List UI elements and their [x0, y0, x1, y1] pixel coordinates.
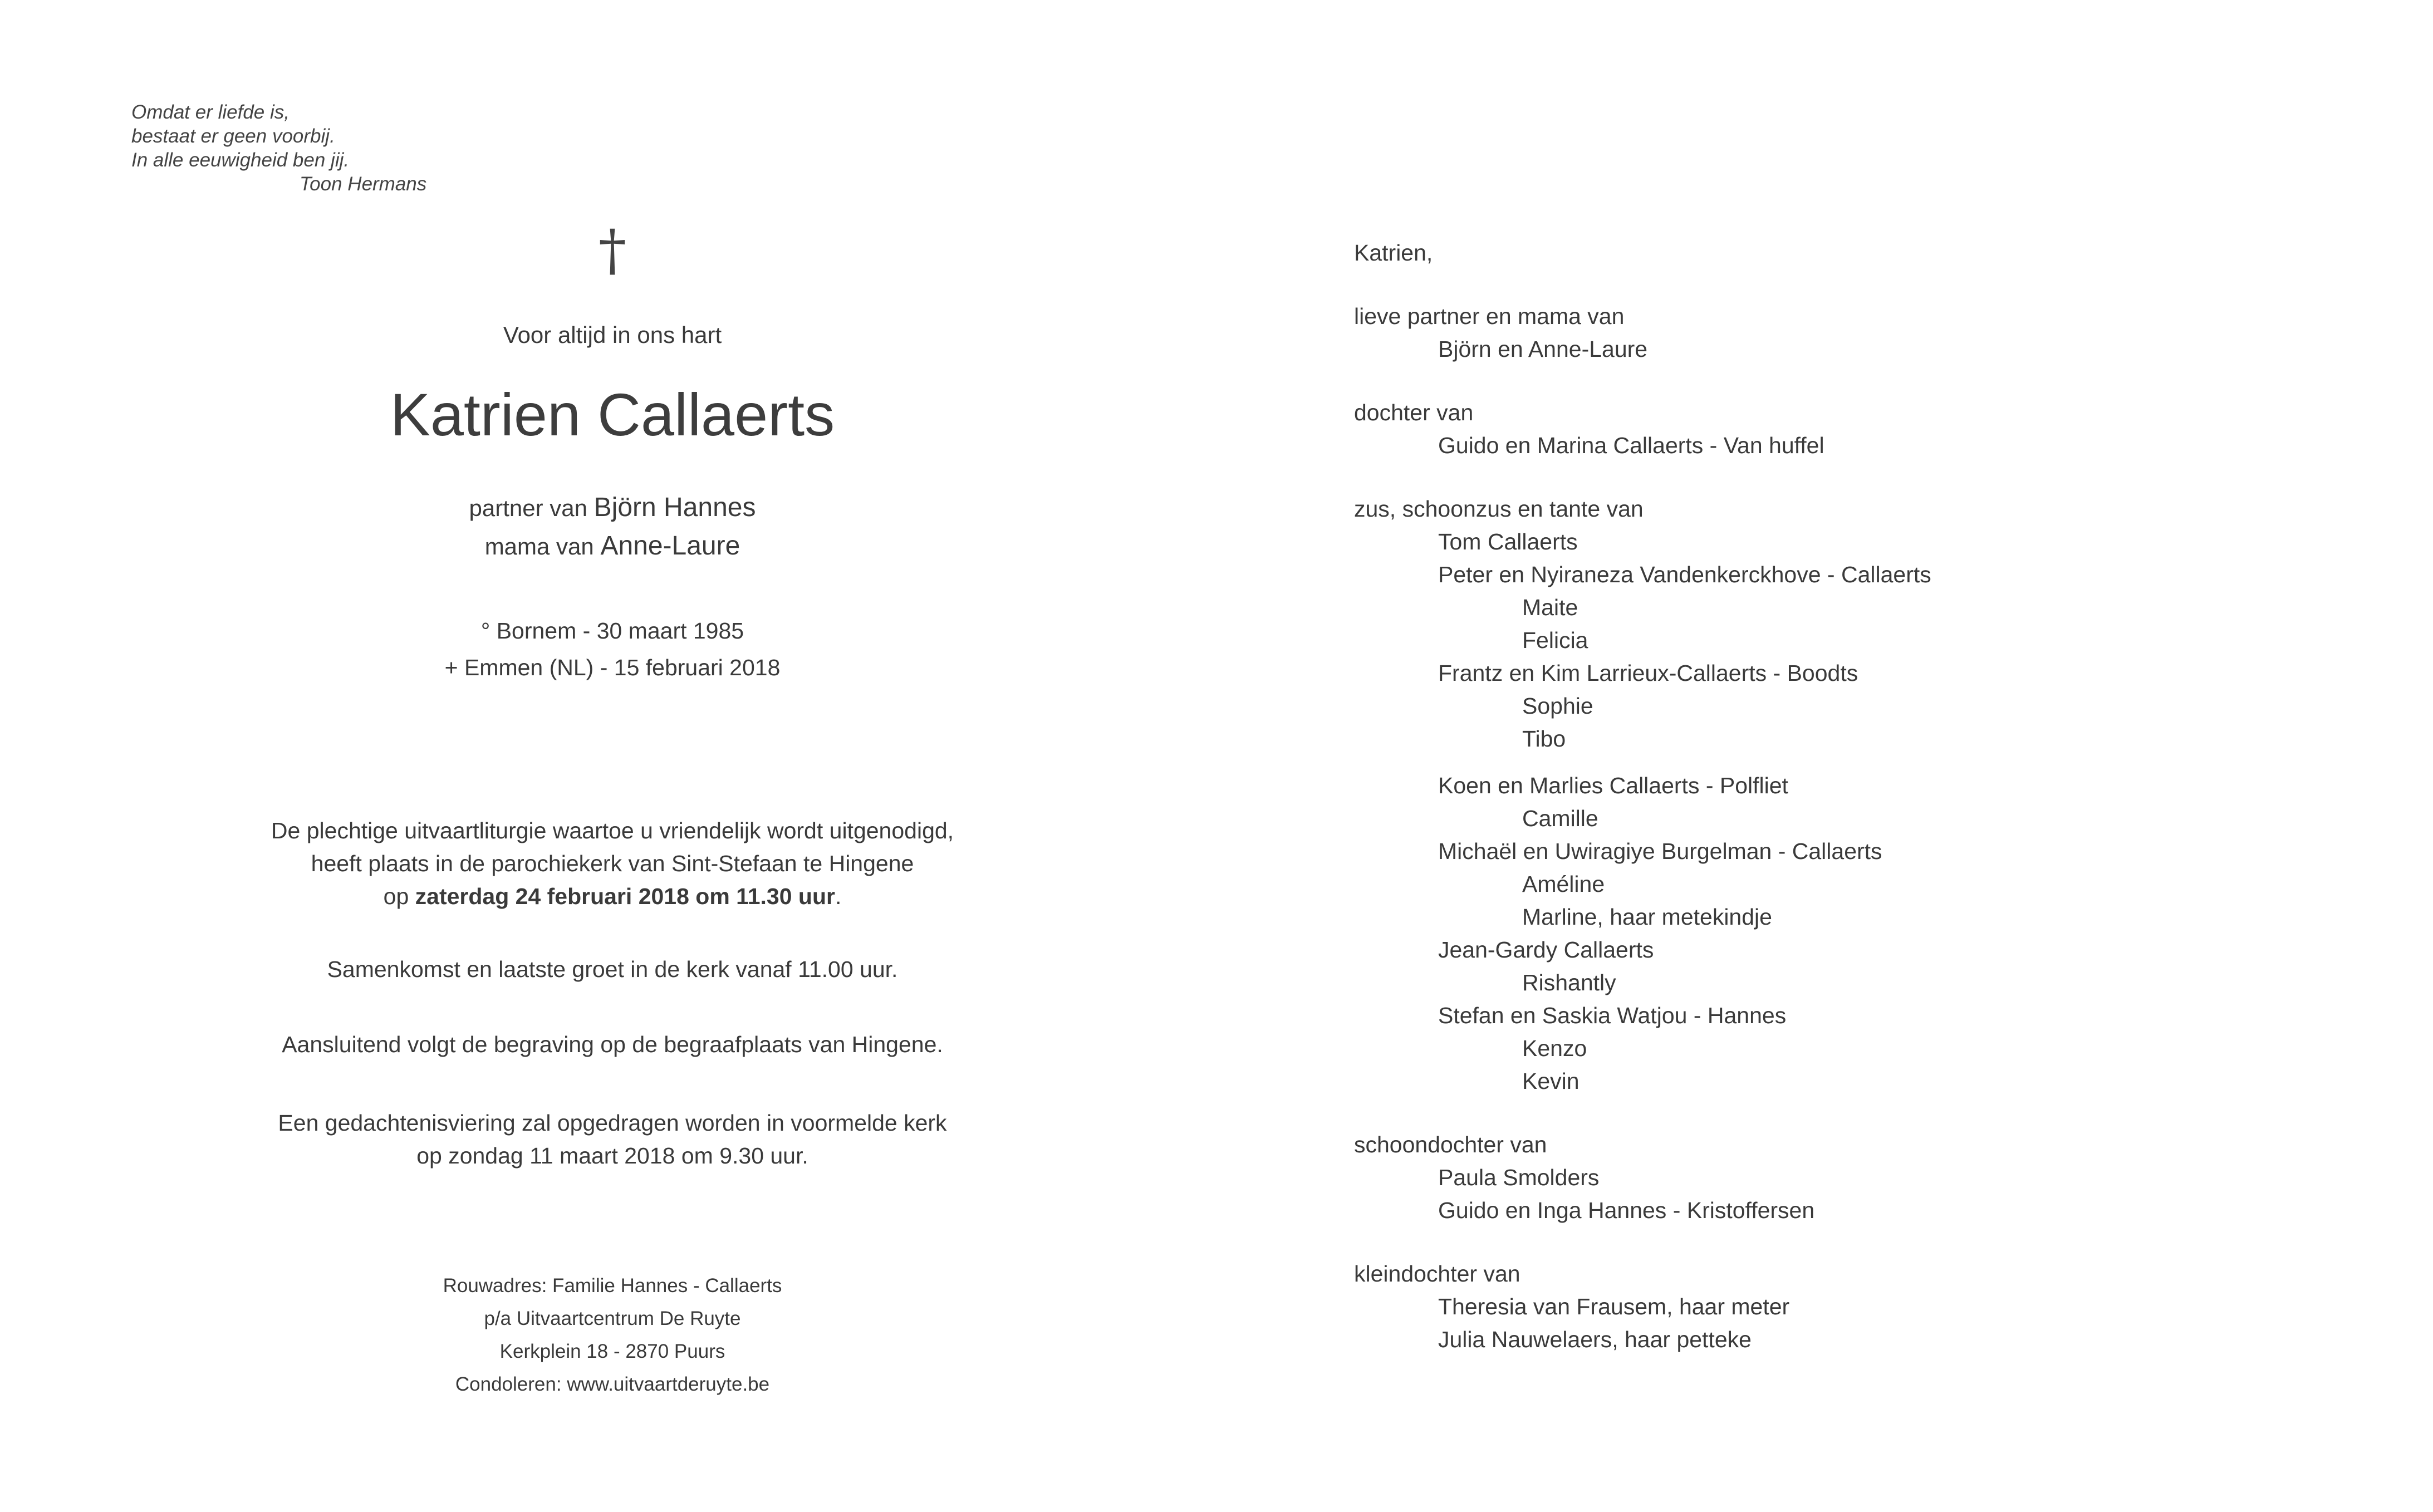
- family-member: Kevin: [1522, 1068, 1580, 1094]
- burial-text: Aansluitend volgt de begraving op de begraafplaats van Hingene.: [282, 1032, 943, 1057]
- family-member: Tom Callaerts: [1438, 529, 1578, 554]
- family-member: Guido en Inga Hannes - Kristoffersen: [1438, 1197, 1815, 1223]
- group-heading: lieve partner en mama van: [1354, 303, 1625, 329]
- family-member: Peter en Nyiraneza Vandenkerckhove - Callaerts: [1438, 562, 1931, 587]
- cross-icon: †: [599, 218, 626, 283]
- family-member: Frantz en Kim Larrieux-Callaerts - Boodts: [1438, 660, 1858, 686]
- death-date: + Emmen (NL) - 15 februari 2018: [444, 655, 781, 680]
- family-member: Paula Smolders: [1438, 1165, 1600, 1190]
- address-line: Rouwadres: Familie Hannes - Callaerts: [443, 1275, 782, 1297]
- memorial-line: op zondag 11 maart 2018 om 9.30 uur.: [416, 1143, 808, 1169]
- opening-quote: [131, 100, 426, 196]
- siblings-list: [1354, 769, 1931, 1098]
- family-member: Jean-Gardy Callaerts: [1438, 937, 1654, 963]
- partner-group: [1354, 300, 1931, 366]
- greeting: Katrien,: [1354, 240, 1433, 266]
- ceremony-date-line: [56, 880, 1169, 913]
- address-line: Kerkplein 18 - 2870 Puurs: [499, 1341, 725, 1362]
- family-member: Camille: [1522, 806, 1598, 831]
- family-member: Koen en Marlies Callaerts - Polfliet: [1438, 773, 1788, 798]
- group-heading: dochter van: [1354, 400, 1474, 425]
- group-heading: kleindochter van: [1354, 1261, 1520, 1287]
- ceremony-line: heeft plaats in de parochiekerk van Sint-Stefaan te Hingene: [311, 851, 914, 876]
- group-heading: zus, schoonzus en tante van: [1354, 496, 1644, 522]
- family-list: [1354, 237, 1931, 1387]
- ceremony-date-prefix: op: [383, 883, 409, 909]
- partner-prefix: partner van: [469, 495, 587, 521]
- mama-prefix: mama van: [484, 533, 594, 559]
- life-dates: [56, 612, 1169, 686]
- mourning-address: [56, 1269, 1169, 1401]
- ceremony-date-suffix: .: [835, 883, 842, 909]
- parents-group: [1354, 396, 1931, 462]
- mama-line: [56, 527, 1169, 566]
- grandparents-group: [1354, 1258, 1931, 1356]
- siblings-list: [1354, 526, 1931, 755]
- family-member: Michaël en Uwiragiye Burgelman - Callaerts: [1438, 838, 1882, 864]
- ceremony-date: zaterdag 24 februari 2018 om 11.30 uur: [415, 883, 835, 909]
- memorial-text: [56, 1107, 1169, 1172]
- family-member: Rishantly: [1522, 970, 1616, 995]
- family-member: Theresia van Frausem, haar meter: [1438, 1294, 1790, 1319]
- ceremony-line: De plechtige uitvaartliturgie waartoe u vriendelijk wordt uitgenodigd,: [271, 818, 954, 843]
- motto: Voor altijd in ons hart: [503, 322, 722, 348]
- family-member: Marline, haar metekindje: [1522, 904, 1772, 930]
- memorial-line: Een gedachtenisviering zal opgedragen worden in voormelde kerk: [278, 1110, 947, 1136]
- gathering-text: Samenkomst en laatste groet in de kerk vanaf 11.00 uur.: [327, 956, 898, 982]
- inlaws-group: [1354, 1128, 1931, 1227]
- family-member: Felicia: [1522, 627, 1588, 653]
- condolence-link: Condoleren: www.uitvaartderuyte.be: [455, 1373, 770, 1395]
- ceremony-text: [56, 814, 1169, 913]
- family-member: Stefan en Saskia Watjou - Hannes: [1438, 1003, 1787, 1028]
- quote-line: In alle eeuwigheid ben jij.: [131, 149, 350, 171]
- partner-line: [56, 489, 1169, 527]
- family-member: Tibo: [1522, 726, 1566, 752]
- quote-line: bestaat er geen voorbij.: [131, 125, 335, 147]
- family-member: Guido en Marina Callaerts - Van huffel: [1438, 433, 1824, 458]
- family-member: Kenzo: [1522, 1035, 1587, 1061]
- family-member: Björn en Anne-Laure: [1438, 336, 1648, 362]
- family-member: Améline: [1522, 871, 1605, 897]
- group-heading: schoondochter van: [1354, 1132, 1547, 1157]
- relations: [56, 489, 1169, 566]
- family-member: Sophie: [1522, 693, 1593, 719]
- birth-date: ° Bornem - 30 maart 1985: [480, 618, 744, 644]
- family-member: Julia Nauwelaers, haar petteke: [1438, 1327, 1752, 1352]
- siblings-group: [1354, 493, 1931, 1098]
- address-line: p/a Uitvaartcentrum De Ruyte: [484, 1308, 741, 1329]
- quote-line: Omdat er liefde is,: [131, 101, 290, 123]
- deceased-name: Katrien Callaerts: [390, 381, 835, 448]
- family-member: Maite: [1522, 595, 1578, 620]
- child-name: Anne-Laure: [600, 531, 740, 561]
- quote-author: Toon Hermans: [300, 173, 427, 195]
- partner-name: Björn Hannes: [593, 493, 756, 522]
